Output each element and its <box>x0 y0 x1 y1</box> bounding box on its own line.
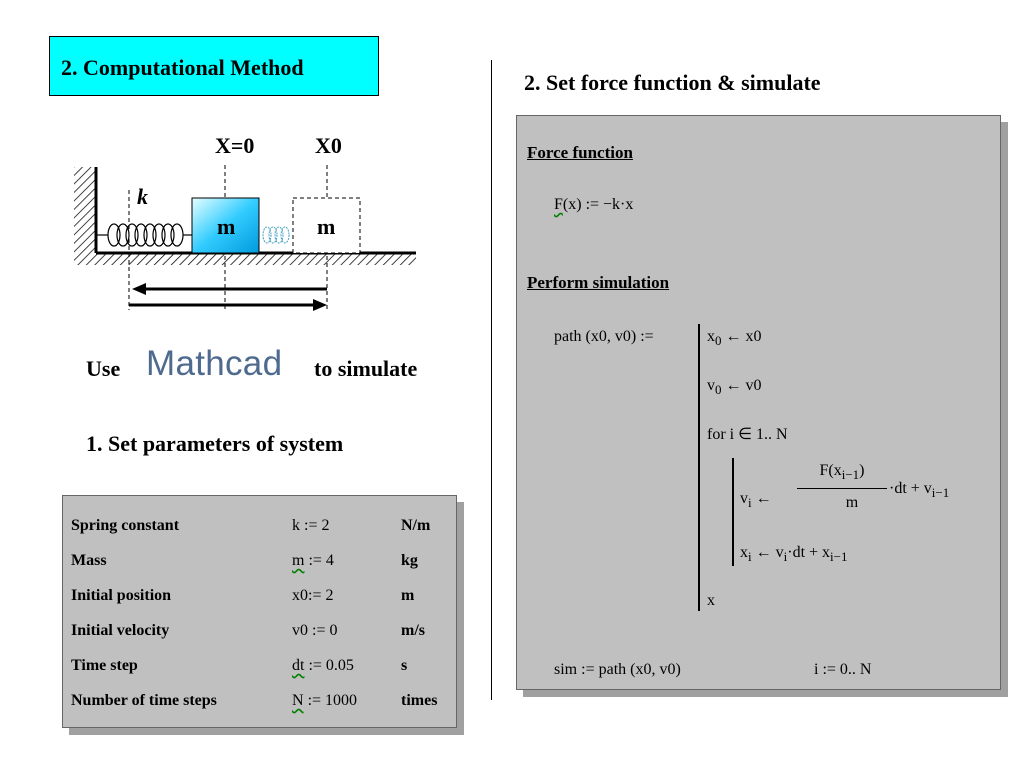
ghost-mass-label: m <box>317 214 336 239</box>
parameter-variable: v0 <box>292 622 308 639</box>
path-definition: path (x0, v0) := <box>554 328 654 345</box>
parameter-value: 0.05 <box>325 657 354 674</box>
mathcad-logo: Mathcad <box>146 344 283 383</box>
section-title: 2. Computational Method <box>61 55 304 80</box>
simulation-heading: Perform simulation <box>527 273 670 292</box>
parameter-variable: k <box>292 517 300 534</box>
to-simulate-text: to simulate <box>314 356 418 381</box>
parameter-operator: := <box>308 622 330 639</box>
parameter-expression[interactable] <box>292 622 337 640</box>
parameter-expression[interactable] <box>292 587 333 605</box>
motion-arrows <box>129 283 327 311</box>
fraction-line <box>797 488 887 489</box>
simulation-panel <box>516 115 1001 690</box>
parameter-value: 4 <box>325 552 334 569</box>
parameter-unit: s <box>401 657 408 674</box>
parameter-value: 2 <box>325 587 334 604</box>
parameter-unit: N/m <box>401 517 431 534</box>
parameter-operator: := <box>300 517 322 534</box>
range-definition: i := 0.. N <box>814 661 872 678</box>
parameter-value: 2 <box>321 517 330 534</box>
ghost-spring <box>263 227 289 243</box>
force-definition <box>554 196 633 214</box>
x-update: $x_i$ ← $v_i\cdot dt + x_{i-1}$ <box>740 544 848 565</box>
step1-title: 1. Set parameters of system <box>86 431 344 456</box>
parameter-unit: m/s <box>401 622 425 639</box>
mass-label: m <box>217 214 236 239</box>
parameter-label: Spring constant <box>71 517 180 534</box>
parameter-row <box>71 657 451 687</box>
parameter-unit: kg <box>401 552 418 569</box>
parameter-value: 1000 <box>325 692 358 709</box>
sim-definition: sim := path (x0, v0) <box>554 661 681 678</box>
x0-label: X0 <box>315 133 342 158</box>
v-update-lhs: $v_i$ ← <box>740 490 772 511</box>
parameter-variable: m <box>292 552 305 569</box>
force-fname: F <box>554 196 563 213</box>
parameter-label: Mass <box>71 552 107 569</box>
x-zero-label: X=0 <box>215 133 255 158</box>
parameter-label: Time step <box>71 657 138 674</box>
parameter-operator: := <box>308 587 326 604</box>
spring-mass-diagram <box>60 155 440 315</box>
for-loop: for i ∈ 1.. N <box>707 426 788 443</box>
wall-hatch <box>74 167 96 265</box>
path-line-2: $v_0$ ← v0 <box>707 377 762 398</box>
force-rest: (x) := −k·x <box>562 196 634 213</box>
parameter-variable: N <box>292 692 304 709</box>
program-bar <box>698 324 700 611</box>
parameter-label: Initial velocity <box>71 622 170 639</box>
parameter-operator: := <box>303 692 326 709</box>
parameter-row <box>71 552 451 582</box>
parameter-unit: m <box>401 587 415 604</box>
parameter-variable: x0 <box>292 587 308 604</box>
force-heading: Force function <box>527 143 633 162</box>
parameter-expression[interactable] <box>292 552 334 570</box>
v-update-denominator: m <box>845 494 859 511</box>
parameter-row <box>71 622 451 652</box>
parameter-expression[interactable] <box>292 517 329 535</box>
column-divider <box>491 60 492 700</box>
parameter-expression[interactable] <box>292 657 354 675</box>
parameter-operator: := <box>304 657 326 674</box>
loop-bar <box>732 458 734 566</box>
parameter-operator: := <box>304 552 326 569</box>
parameter-expression[interactable] <box>292 692 357 710</box>
parameter-row <box>71 587 451 617</box>
path-line-1: $x_0$ ← x0 <box>707 328 762 349</box>
spring-constant-label: k <box>137 184 148 209</box>
parameter-value: 0 <box>329 622 338 639</box>
parameter-row <box>71 692 451 722</box>
floor-hatch <box>96 253 416 265</box>
parameters-panel <box>62 495 457 728</box>
use-text: Use <box>86 356 121 381</box>
return-value: x <box>707 592 715 609</box>
right-title: 2. Set force function & simulate <box>524 70 821 95</box>
parameter-label: Initial position <box>71 587 172 604</box>
parameter-unit: times <box>401 692 438 709</box>
parameter-label: Number of time steps <box>71 692 217 709</box>
parameter-row <box>71 517 451 547</box>
v-update-numerator: $F(x_{i-1})$ <box>819 462 865 483</box>
v-update-tail: $\cdot dt + v_{i-1}$ <box>889 480 950 501</box>
spring <box>96 224 192 246</box>
section-title-box <box>49 36 379 96</box>
parameter-variable: dt <box>292 657 305 674</box>
